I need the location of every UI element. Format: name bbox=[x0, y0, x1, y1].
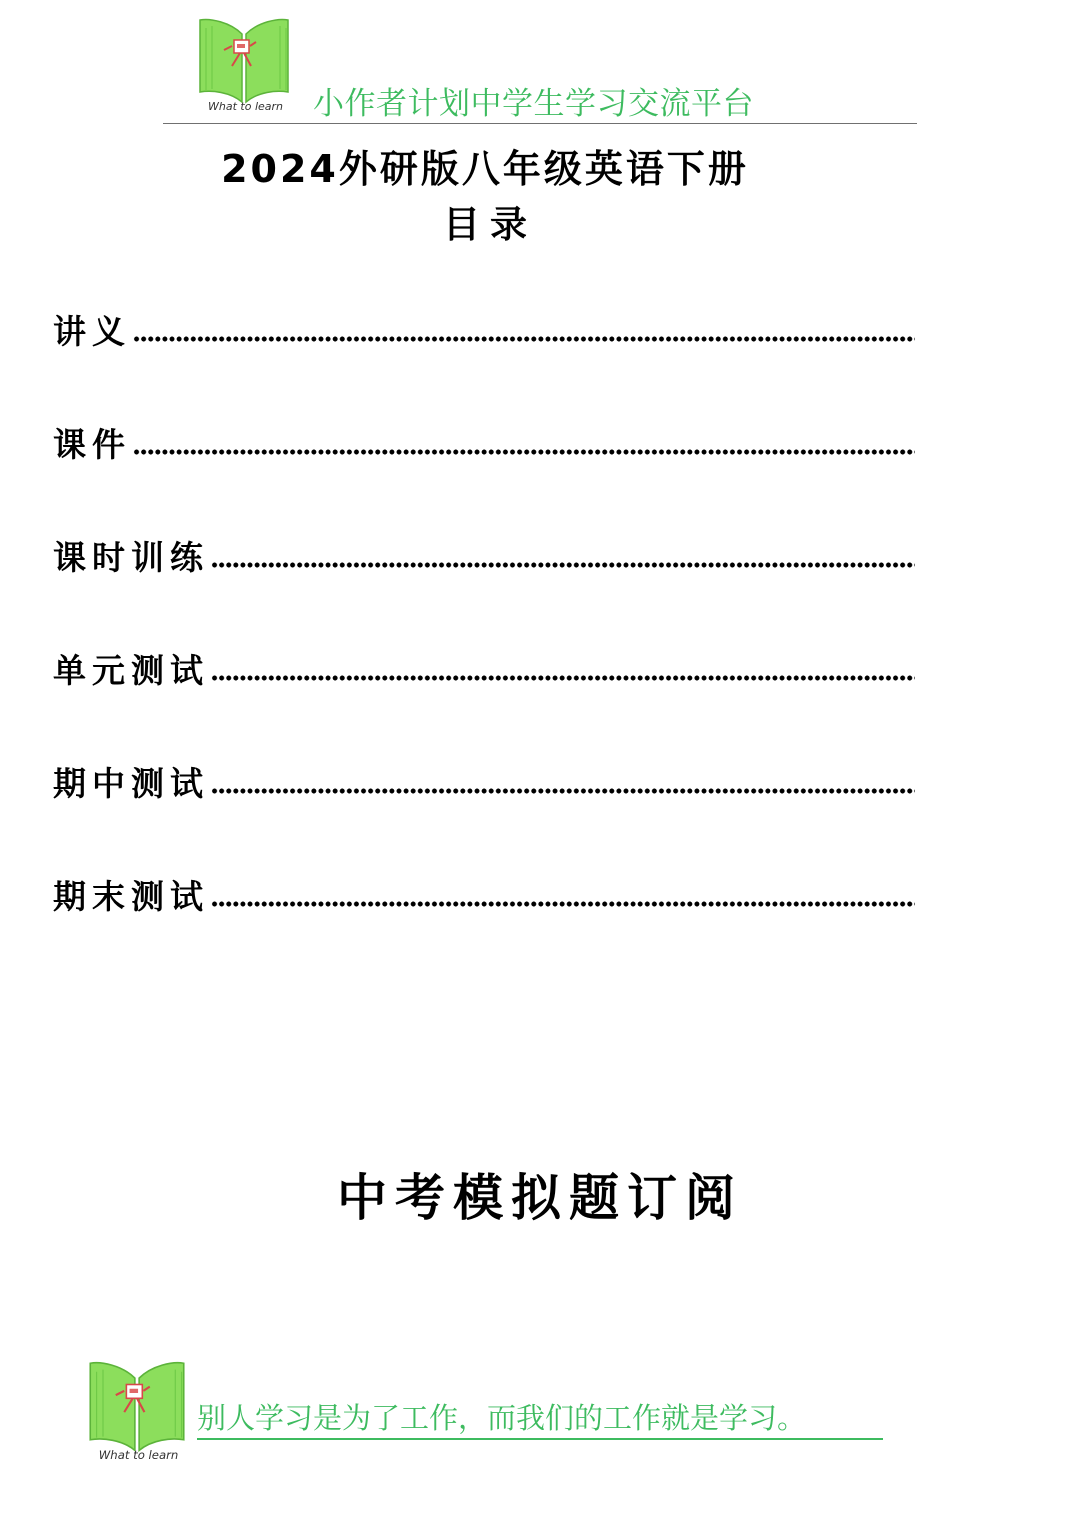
footer-logo bbox=[86, 1356, 188, 1464]
table-of-contents bbox=[53, 306, 915, 984]
header-logo bbox=[196, 14, 292, 114]
promo-heading: 中考模拟题订阅 bbox=[337, 1168, 743, 1227]
platform-name: 小作者计划中学生学习交流平台 bbox=[313, 86, 754, 122]
toc-leader-dots bbox=[211, 674, 915, 682]
logo-text: What to learn bbox=[98, 1447, 179, 1462]
toc-leader-dots bbox=[211, 561, 915, 569]
footer-motto-link[interactable]: 别人学习是为了工作，而我们的工作就是学习。 bbox=[197, 1396, 883, 1440]
toc-item[interactable] bbox=[53, 306, 915, 419]
document-title: 2024外研版八年级英语下册 bbox=[221, 147, 749, 191]
toc-item-label: 讲义 bbox=[53, 312, 131, 351]
toc-item[interactable] bbox=[53, 758, 915, 871]
toc-item-label: 课时训练 bbox=[53, 538, 209, 577]
toc-item[interactable] bbox=[53, 645, 915, 758]
toc-item-label: 课件 bbox=[53, 425, 131, 464]
toc-leader-dots bbox=[211, 900, 915, 908]
toc-leader-dots bbox=[133, 335, 915, 343]
document-subtitle: 目录 bbox=[443, 203, 537, 246]
toc-item[interactable] bbox=[53, 532, 915, 645]
header-divider bbox=[163, 123, 917, 124]
toc-leader-dots bbox=[133, 448, 915, 456]
book-logo-icon bbox=[196, 14, 292, 114]
toc-leader-dots bbox=[211, 787, 915, 795]
toc-item[interactable] bbox=[53, 871, 915, 984]
toc-item-label: 单元测试 bbox=[53, 651, 209, 690]
toc-item-label: 期末测试 bbox=[53, 877, 209, 916]
logo-text: What to learn bbox=[208, 100, 283, 113]
toc-item[interactable] bbox=[53, 419, 915, 532]
book-logo-icon bbox=[86, 1356, 188, 1464]
toc-item-label: 期中测试 bbox=[53, 764, 209, 803]
